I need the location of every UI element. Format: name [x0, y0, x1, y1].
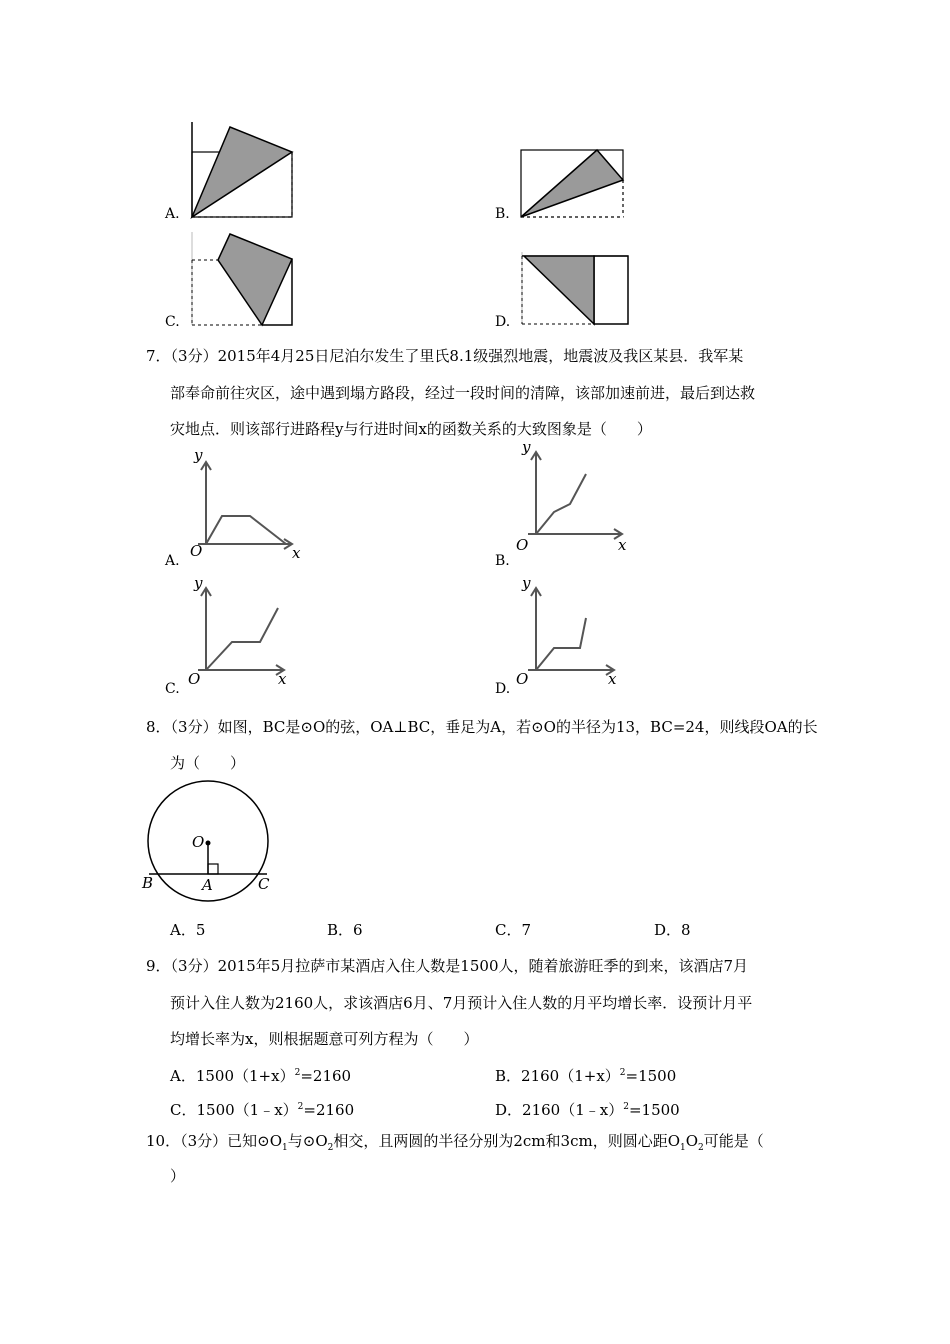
- q7-a-origin: O: [190, 542, 203, 560]
- q8-option-b-value: 6: [353, 921, 363, 939]
- q7-c-axis-x: x: [278, 670, 287, 688]
- q8-option-a-value: 5: [195, 921, 206, 939]
- q8-option-d-label: D．: [654, 921, 682, 939]
- q10-text-4: O: [685, 1132, 699, 1150]
- q10-stem-line-1: [146, 1131, 764, 1158]
- q10-text-2: 与⊙O: [287, 1132, 328, 1150]
- q10-text-5: 可能是（: [703, 1132, 764, 1150]
- q8-label-c: C: [258, 875, 270, 893]
- q9-text-1: 2015年5月拉萨市某酒店入住人数是1500人，随着旅游旺季的到来，该酒店7月: [217, 957, 749, 975]
- q9-option-a: [170, 1063, 351, 1086]
- q7-graph-d: [510, 576, 640, 688]
- q6-figure-c: [190, 232, 300, 328]
- q9-option-d-base: 2160（1﹣x）: [522, 1101, 624, 1119]
- q9-stem-line-3: 均增长率为x，则根据题意可列方程为（ ）: [170, 1030, 479, 1048]
- q6-option-b-label: B.: [495, 206, 510, 222]
- q8-option-b-label: B．: [327, 921, 354, 939]
- q10-stem-line-2: ）: [170, 1167, 186, 1185]
- q9-option-a-exp: 2: [294, 1068, 301, 1078]
- q8-stem-line-1: [146, 717, 818, 737]
- q7-a-axis-x: x: [292, 544, 301, 562]
- q10-sub-3: 1: [680, 1143, 686, 1153]
- q7-option-a-label: A.: [165, 553, 180, 569]
- q7-c-origin: O: [188, 670, 201, 688]
- q9-option-d: [495, 1097, 680, 1120]
- q7-score: （3分）: [170, 347, 218, 365]
- q10-sub-2: 2: [327, 1143, 334, 1153]
- q7-d-axis-x: x: [608, 670, 617, 688]
- q7-b-axis-x: x: [618, 536, 627, 554]
- q6-option-d-label: D.: [495, 314, 511, 330]
- q6-figure-d: [520, 252, 632, 328]
- q7-stem-line-2: 部奉命前往灾区，途中遇到塌方路段，经过一段时间的清障，该部加速前进，最后到达救: [170, 384, 756, 402]
- q7-option-b-label: B.: [495, 553, 510, 569]
- q10-sub-1: 1: [282, 1143, 288, 1153]
- q8-text-1: 如图，BC是⊙O的弦，OA⊥BC，垂足为A，若⊙O的半径为13，BC=24，则线段OA的长: [217, 718, 818, 736]
- q9-option-b-base: 2160（1+x）: [521, 1067, 620, 1085]
- q10-text-3: 相交，且两圆的半径分别为2cm和3cm，则圆心距O: [333, 1132, 680, 1150]
- q8-option-c: [495, 920, 531, 940]
- q8-option-a-label: A．: [170, 921, 196, 939]
- q8-option-d-value: 8: [681, 921, 691, 939]
- q8-stem-line-2: 为（ ）: [170, 754, 246, 772]
- q7-d-axis-y: y: [522, 574, 531, 592]
- q6-figure-a: [190, 122, 300, 222]
- q9-option-b-label: B．: [495, 1067, 522, 1085]
- q10-number: 10．: [146, 1132, 181, 1150]
- q9-option-c-exp: 2: [297, 1102, 304, 1112]
- q7-text-1: 2015年4月25日尼泊尔发生了里氏8.1级强烈地震，地震波及我区某县．我军某: [217, 347, 744, 365]
- q7-option-d-label: D.: [495, 681, 511, 697]
- q7-graph-c: [180, 576, 310, 688]
- q6-figure-b: [520, 150, 630, 222]
- q9-option-d-rhs: =1500: [628, 1101, 680, 1119]
- q7-number: 7．: [146, 347, 171, 365]
- q7-a-axis-y: y: [194, 446, 203, 464]
- q9-option-a-rhs: =2160: [300, 1067, 352, 1085]
- q7-stem-line-1: [146, 346, 743, 366]
- q7-b-axis-y: y: [522, 438, 531, 456]
- q9-option-b-rhs: =1500: [625, 1067, 677, 1085]
- q9-option-d-label: D．: [495, 1101, 523, 1119]
- q9-option-d-exp: 2: [623, 1102, 629, 1112]
- q10-score: （3分）: [180, 1132, 228, 1150]
- q8-label-a: A: [202, 876, 213, 894]
- q8-option-c-label: C．: [495, 921, 522, 939]
- q9-number: 9．: [146, 957, 171, 975]
- q10-sub-4: 2: [698, 1143, 704, 1153]
- q9-score: （3分）: [170, 957, 218, 975]
- q8-option-c-value: 7: [521, 921, 532, 939]
- q9-option-a-label: A．: [170, 1067, 196, 1085]
- q10-text-1: 已知⊙O: [227, 1132, 283, 1150]
- q9-stem-line-2: 预计入住人数为2160人，求该酒店6月、7月预计入住人数的月平均增长率．设预计月平: [170, 994, 753, 1012]
- q9-option-c: [170, 1097, 354, 1120]
- q8-label-o: O: [192, 833, 205, 851]
- q9-option-c-base: 1500（1﹣x）: [196, 1101, 298, 1119]
- q8-label-b: B: [142, 874, 154, 892]
- q8-option-b: [327, 920, 363, 940]
- q8-option-d: [654, 920, 691, 940]
- q9-option-c-label: C．: [170, 1101, 197, 1119]
- q9-option-b-exp: 2: [619, 1068, 626, 1078]
- q8-circle-figure: [140, 778, 290, 908]
- q6-option-c-label: C.: [165, 314, 180, 330]
- q6-option-a-label: A.: [165, 206, 180, 222]
- q7-graph-a: [180, 446, 310, 562]
- q9-option-b: [495, 1063, 676, 1086]
- q8-number: 8．: [146, 718, 171, 736]
- q7-d-origin: O: [516, 670, 529, 688]
- q9-stem-line-1: [146, 956, 748, 976]
- q7-b-origin: O: [516, 536, 529, 554]
- q9-option-c-rhs: =2160: [303, 1101, 355, 1119]
- q8-score: （3分）: [170, 718, 218, 736]
- q7-c-axis-y: y: [194, 574, 203, 592]
- q8-option-a: [170, 920, 205, 940]
- q9-option-a-base: 1500（1+x）: [195, 1067, 295, 1085]
- q7-option-c-label: C.: [165, 681, 180, 697]
- q7-graph-b: [510, 438, 640, 558]
- q7-stem-line-3: 灾地点．则该部行进路程y与行进时间x的函数关系的大致图象是（ ）: [170, 420, 652, 438]
